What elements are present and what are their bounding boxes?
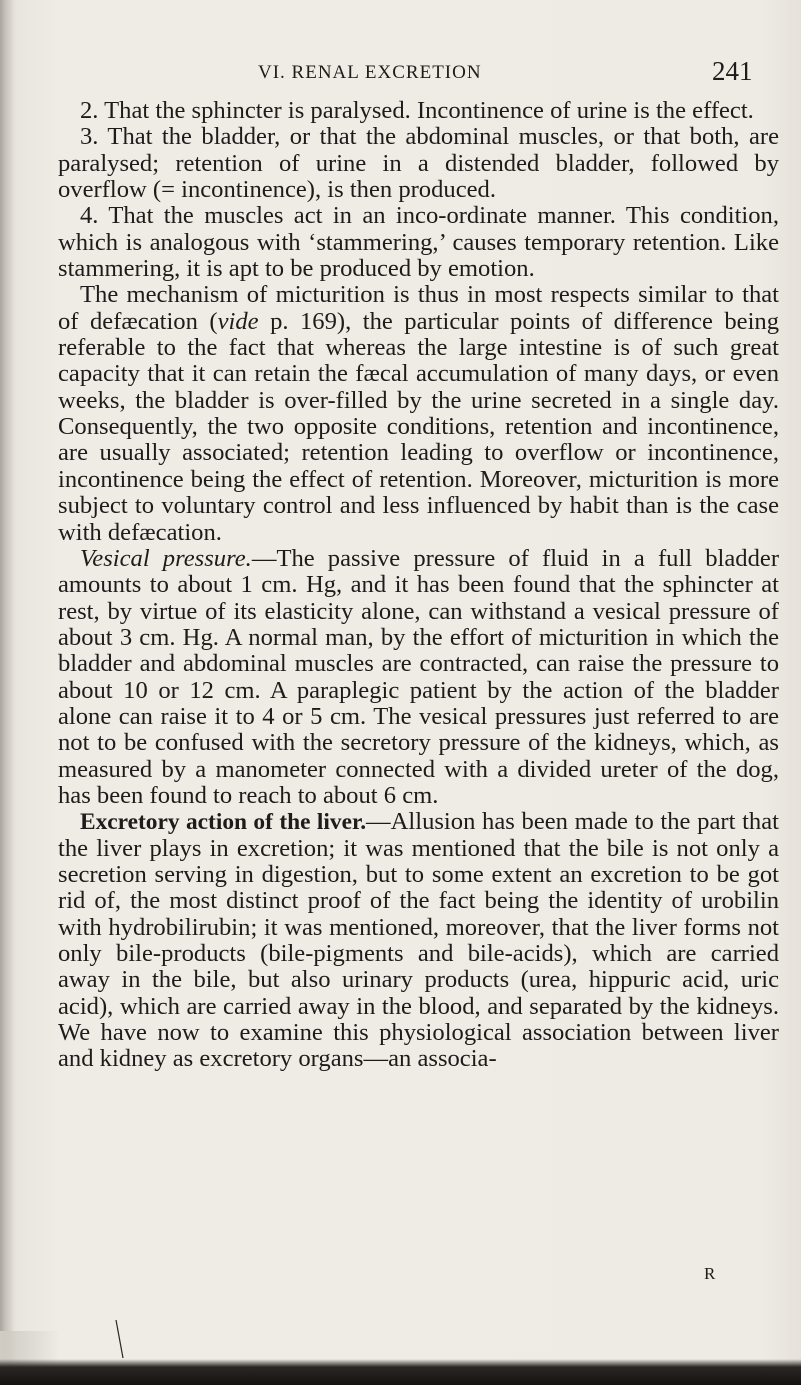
paragraph-text: —Allusion has been made to the part that the liver plays in excretion; it was mentioned that the bile is not only a secretion serving in digestion, but to some extent an excretion to be got rid of, the most distinct proof of the fact being the identity of urobilin with hydrobilirubin; it was mentioned, moreover, that the liver forms not only bile-products (bile-pigments and bile-acids), which are carried away in the bile, but also urinary products (urea, hippuric acid, uric acid), which are carried away in the blood, and separated by the kidneys. We have now to examine this physiological association between liver and kidney as excretory organs—an associa- [58,808,779,1073]
signature-mark: R [704,1264,716,1283]
body-text [58,98,779,1073]
paragraph-vesical-pressure [58,546,779,809]
paragraph-micturition-mechanism [58,282,779,545]
running-head: VI. RENAL EXCRETION [258,62,482,83]
section-heading-italic: Vesical pressure. [80,544,252,572]
paragraph-text: The mechanism of micturition is thus in most respects similar to that of defæcation ( [58,281,779,335]
page-gutter-shadow [0,0,14,1385]
page-bottom-shadow [0,1359,801,1385]
paragraph-text: p. 169), the particular points of difference being referable to the fact that whereas the large intestine is of such great capacity that it can retain the fæcal accumulation of many days, or even weeks, the bladder is over-filled by the urine secreted in a single day. Consequently, the two opposite conditions, retention and incontinence, are usually associated; retention leading to overflow or incontinence, incontinence being the effect of retention. Moreover, micturition is more subject to voluntary control and less influenced by habit than is the case with defæcation. [58,307,779,546]
paragraph-item-2: 2. That the sphincter is paralysed. Incontinence of urine is the effect. [80,97,754,124]
stray-pen-mark [114,1318,126,1360]
italic-term: vide [217,307,259,335]
paragraph-item-4: 4. That the muscles act in an inco-ordinate manner. This condition, which is analogous with ‘stammering,’ causes temporary retention. Like stammering, it is apt to be produced by emotion. [58,202,779,283]
page-number: 241 [712,56,753,86]
section-heading-bold: Excretory action of the liver. [80,809,367,836]
paragraph-liver-excretion [58,809,779,1072]
paragraph-text: —The passive pressure of fluid in a full bladder amounts to about 1 cm. Hg, and it has been found that the sphincter at rest, by virtue of its elasticity alone, can withstand a vesical pressure of about 3 cm. Hg. A normal man, by the effort of micturition in which the bladder and abdominal muscles are contracted, can raise the pressure to about 10 or 12 cm. A paraplegic patient by the action of the bladder alone can raise it to 4 or 5 cm. The vesical pressures just referred to are not to be confused with the secretory pressure of the kidneys, which, as measured by a manometer connected with a divided ureter of the dog, has been found to reach to about 6 cm. [58,544,780,809]
paragraph-item-3: 3. That the bladder, or that the abdominal muscles, or that both, are paralysed; retention of urine in a distended bladder, followed by overflow (= incontinence), is then produced. [58,123,779,204]
page-header [0,56,801,94]
